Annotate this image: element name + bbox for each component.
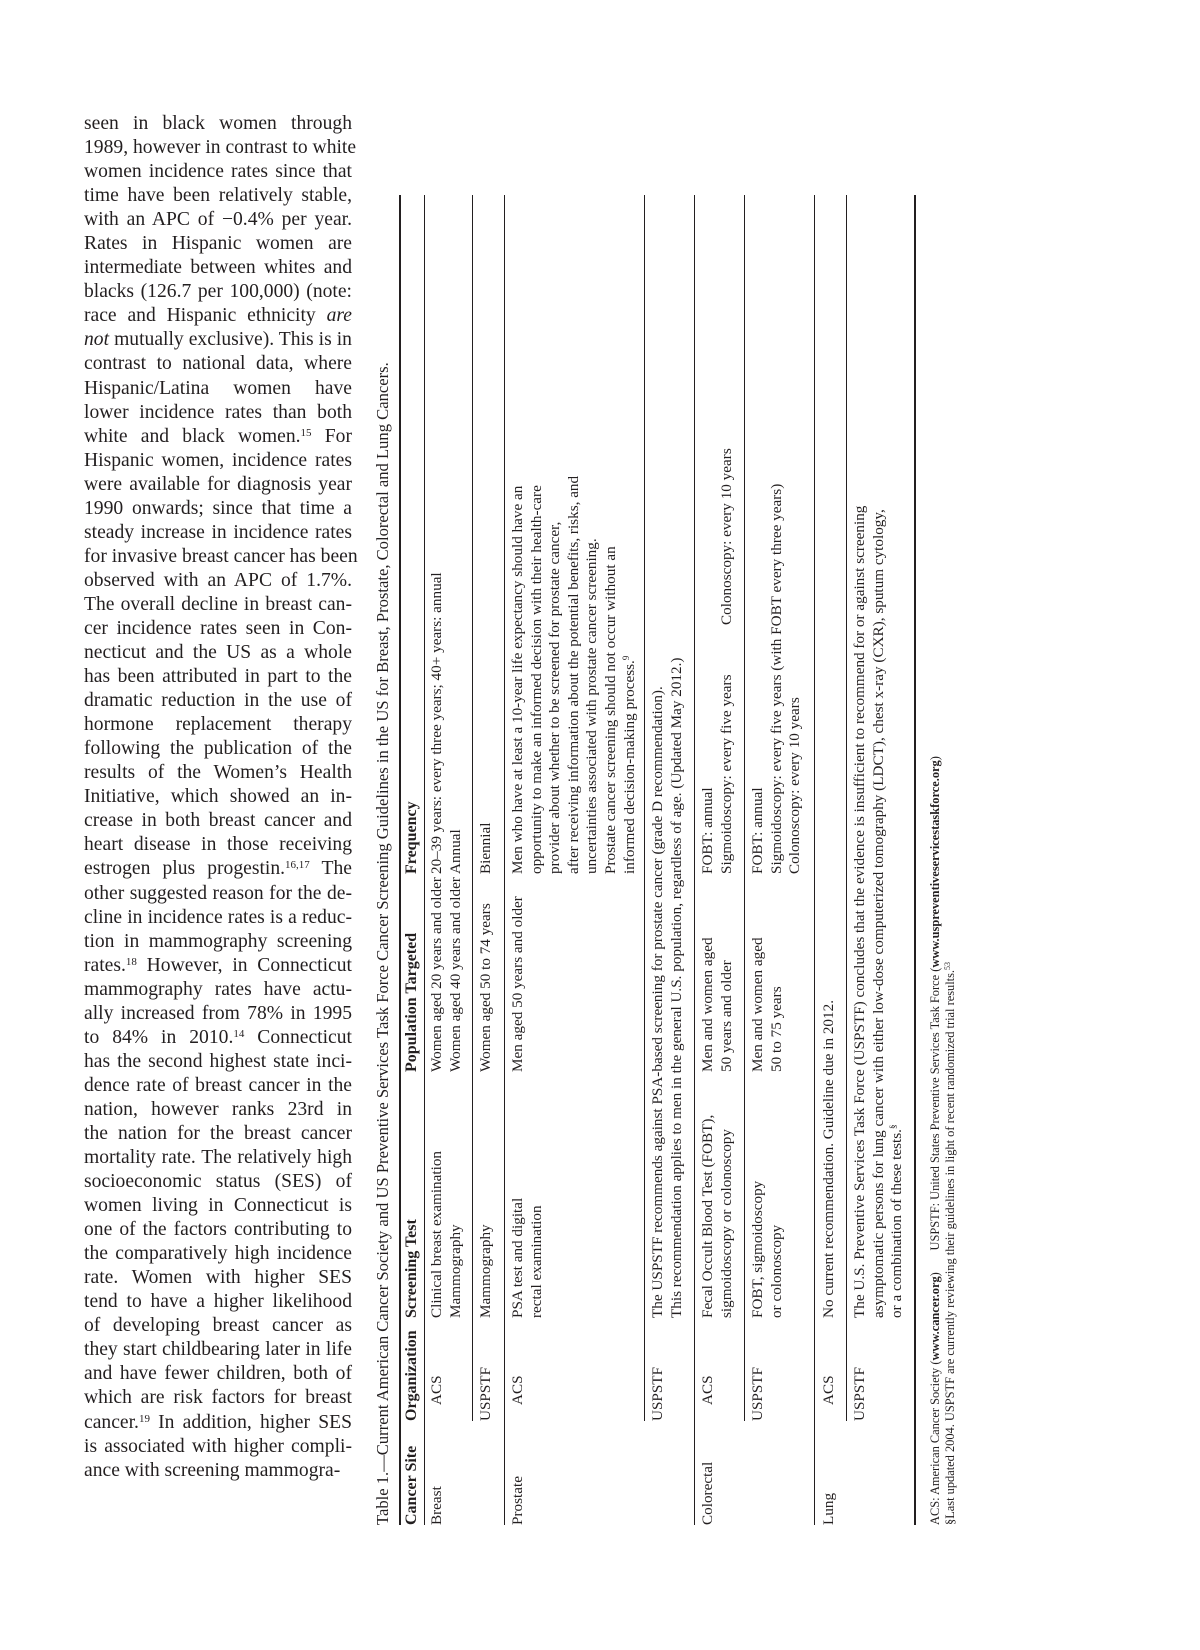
header-organization: Organization: [403, 1330, 420, 1421]
cell-test: Mammography: [477, 1224, 494, 1318]
section-mark: §: [888, 1124, 899, 1130]
body-line: rate. Women with higher SES: [84, 1267, 352, 1289]
acs-url: www.cancer.org: [928, 1276, 942, 1361]
cell-org: ACS: [428, 1375, 445, 1405]
body-line: tion in mammography screening: [84, 930, 352, 952]
cell-frequency-extra: Colonoscopy: every 10 years: [717, 448, 735, 625]
body-line: Hispanic women, incidence rates: [84, 449, 352, 471]
body-line: other suggested reason for the de-: [84, 882, 352, 904]
footnote-abbreviations: ACS: American Cancer Society (www.cancer.org) USPSTF: United States Preventive Services Task Force (www.uspreventiveservicestaskforce.org): [928, 756, 942, 1525]
body-line: one of the factors contributing to: [84, 1219, 352, 1241]
body-line: lower incidence rates than both: [84, 401, 352, 423]
body-line: cer incidence rates seen in Con-: [84, 617, 352, 639]
body-line: women living in Connecticut is: [84, 1195, 352, 1217]
cell-recommendation: The U.S. Preventive Services Task Force (USPSTF) concludes that the evidence is insufficient to recommend for or against screening asymptomatic persons for lung cancer with either low-dose computerized tomography (LDCT), chest x-ray (CXR), sputum cytology, or a combination of these tests.§: [851, 505, 906, 1318]
body-line: The overall decline in breast can-: [84, 593, 352, 615]
row-rule: [744, 195, 745, 1421]
body-line: for invasive breast cancer has been: [84, 545, 358, 567]
footnote-section: §Last updated 2004. USPSTF are currently reviewing their guidelines in light of recent randomized trial results.$^{53}$: [943, 961, 957, 1525]
body-line: following the publication of the: [84, 738, 352, 760]
body-line: blacks (126.7 per 100,000) (note:: [84, 281, 352, 303]
header-frequency: Frequency: [403, 801, 420, 874]
body-line: nation, however ranks 23rd in: [84, 1098, 352, 1120]
body-line: and have fewer children, both of: [84, 1363, 352, 1385]
header-population-targeted: Population Targeted: [403, 932, 420, 1072]
cell-population: Women aged 50 to 74 years: [477, 903, 494, 1072]
citation-ref: 14: [233, 1027, 245, 1040]
cell-test: Fecal Occult Blood Test (FOBT), sigmoidoscopy or colonoscopy: [699, 1114, 735, 1318]
body-line: dramatic reduction in the use of: [84, 690, 352, 712]
body-line: hormone replacement therapy: [84, 714, 352, 736]
body-line: they start childbearing later in life: [84, 1339, 352, 1361]
cell-frequency: 20–39 years: every three years; 40+ years: annual Annual: [428, 572, 464, 874]
body-line: heart disease in those receiving: [84, 834, 352, 856]
cell-org: USPSTF: [649, 1366, 666, 1421]
body-text-column: [84, 112, 358, 1483]
cell-recommendation: The USPSTF recommends against PSA-based screening for prostate cancer (grade D recommendation). This recommendation applies to men in the general U.S. population, regardless of age. (Updated May 2012.): [649, 657, 685, 1318]
body-line: 1989, however in contrast to white: [84, 137, 357, 159]
body-line: estrogen plus progestin.$^{16,17}$ The: [84, 858, 352, 880]
body-line: women incidence rates since that: [84, 161, 352, 183]
section-rule: [694, 195, 695, 1525]
body-line: rates.$^{18}$ However, in Connecticut: [84, 954, 352, 976]
body-line: to 84% in 2010.14 Connecticut: [84, 1026, 352, 1048]
body-line: necticut and the US as a whole: [84, 642, 352, 664]
cell-population: Women aged 20 years and older Women aged 40 years and older: [428, 877, 464, 1072]
cell-test: Clinical breast examination Mammography: [428, 1150, 464, 1318]
uspstf-url: www.uspreventiveservicestaskforce.org: [928, 760, 942, 968]
body-line: cline in incidence rates is a reduc-: [84, 906, 352, 928]
body-line: were available for diagnosis year: [84, 473, 352, 495]
header-rule: [424, 195, 425, 1525]
cell-site-breast: Breast: [428, 1486, 445, 1525]
cell-test: PSA test and digital rectal examination: [509, 1197, 545, 1318]
screening-guidelines-table: [372, 195, 1002, 1525]
cell-test: FOBT, sigmoidoscopy or colonoscopy: [749, 1180, 785, 1318]
body-line: the nation for the breast cancer: [84, 1122, 352, 1144]
body-line: 1990 onwards; since that time a: [84, 497, 352, 519]
body-line: Initiative, which showed an in-: [84, 786, 352, 808]
body-line: of developing breast cancer as: [84, 1315, 352, 1337]
body-line: is associated with higher compli-: [84, 1435, 352, 1457]
body-line: ally increased from 78% in 1995: [84, 1002, 352, 1024]
cell-org: ACS: [820, 1375, 837, 1405]
citation-ref: 16,17: [285, 859, 310, 872]
body-line: has the second highest state inci-: [84, 1050, 352, 1072]
section-rule: [814, 195, 815, 1525]
body-line: contrast to national data, where: [84, 353, 352, 375]
cell-org: USPSTF: [477, 1366, 494, 1421]
section-rule: [504, 195, 505, 1525]
citation-ref: 53: [943, 961, 952, 970]
cell-frequency: FOBT: annual Sigmoidoscopy: every five years: [699, 674, 735, 874]
cell-frequency: FOBT: annual Sigmoidoscopy: every five years (with FOBT every three years) Colonoscopy: every 10 years: [749, 483, 804, 874]
cell-frequency: Biennial: [477, 822, 494, 874]
body-line: mortality rate. The relatively high: [84, 1147, 352, 1169]
cell-population: Men aged 50 years and older: [509, 896, 526, 1072]
cell-site-lung: Lung: [820, 1492, 837, 1525]
body-line: which are risk factors for breast: [84, 1387, 352, 1409]
body-line: Rates in Hispanic women are: [84, 233, 352, 255]
body-line: white and black women.$^{15}$ For: [84, 425, 352, 447]
body-line: intermediate between whites and: [84, 257, 352, 279]
body-line: has been attributed in part to the: [84, 666, 352, 688]
table-bottom-rule: [914, 195, 916, 1525]
body-line: observed with an APC of 1.7%.: [84, 569, 352, 591]
header-cancer-site: Cancer Site: [403, 1445, 420, 1525]
italic-text: not: [84, 329, 110, 351]
cell-site-prostate: Prostate: [509, 1476, 526, 1525]
table-caption: Table 1.—Current American Cancer Society and US Preventive Services Task Force Cancer Screening Guidelines in the US for Breast, Prostate, Colorectal and Lung Cancers.: [373, 362, 392, 1525]
row-rule: [472, 195, 473, 1421]
body-line: mammography rates have actu-: [84, 978, 352, 1000]
body-line: time have been relatively stable,: [84, 185, 352, 207]
table-top-rule: [399, 195, 401, 1525]
body-line: with an APC of −0.4% per year.: [84, 209, 352, 231]
body-line: tend to have a higher likelihood: [84, 1291, 352, 1313]
cell-frequency: Men who have at least a 10-year life expectancy should have an opportunity to make an informed decision with their health-care provider about whether to be screened for prostate cancer, after receiving information about the potential benefits, risks, and uncertainties associated with prostate cancer screening. Prostate cancer screening should not occur without an informed decision-making process.$^9$: [509, 475, 638, 874]
body-line: crease in both breast cancer and: [84, 810, 352, 832]
cell-recommendation: No current recommendation. Guideline due in 2012.: [820, 999, 837, 1318]
citation-ref: 19: [138, 1412, 150, 1425]
body-line: not mutually exclusive). This is in: [84, 329, 352, 351]
cell-population: Men and women aged 50 years and older: [699, 937, 735, 1072]
body-line: seen in black women through: [84, 113, 352, 134]
cell-org: USPSTF: [851, 1366, 868, 1421]
body-line: ance with screening mammogra-: [84, 1459, 341, 1481]
body-line: the comparatively high incidence: [84, 1243, 352, 1265]
body-line: dence rate of breast cancer in the: [84, 1074, 352, 1096]
cell-population: Men and women aged 50 to 75 years: [749, 937, 785, 1072]
body-line: cancer.$^{19}$ In addition, higher SES: [84, 1411, 352, 1433]
cell-org: ACS: [699, 1375, 716, 1405]
citation-ref: 18: [125, 955, 137, 968]
body-line: steady increase in incidence rates: [84, 521, 352, 543]
cell-org: USPSTF: [749, 1366, 766, 1421]
body-line: results of the Women’s Health: [84, 762, 352, 784]
body-line: Hispanic/Latina women have: [84, 377, 352, 399]
cell-site-colorectal: Colorectal: [699, 1461, 716, 1525]
citation-ref: 9: [620, 655, 631, 661]
body-line: race and Hispanic ethnicity are: [84, 305, 352, 327]
body-line: socioeconomic status (SES) of: [84, 1171, 352, 1193]
cell-org: ACS: [509, 1375, 526, 1405]
row-rule: [644, 195, 645, 1421]
citation-ref: 15: [300, 426, 312, 439]
italic-text: are: [326, 305, 352, 327]
header-screening-test: Screening Test: [403, 1219, 420, 1318]
row-rule: [846, 195, 847, 1421]
